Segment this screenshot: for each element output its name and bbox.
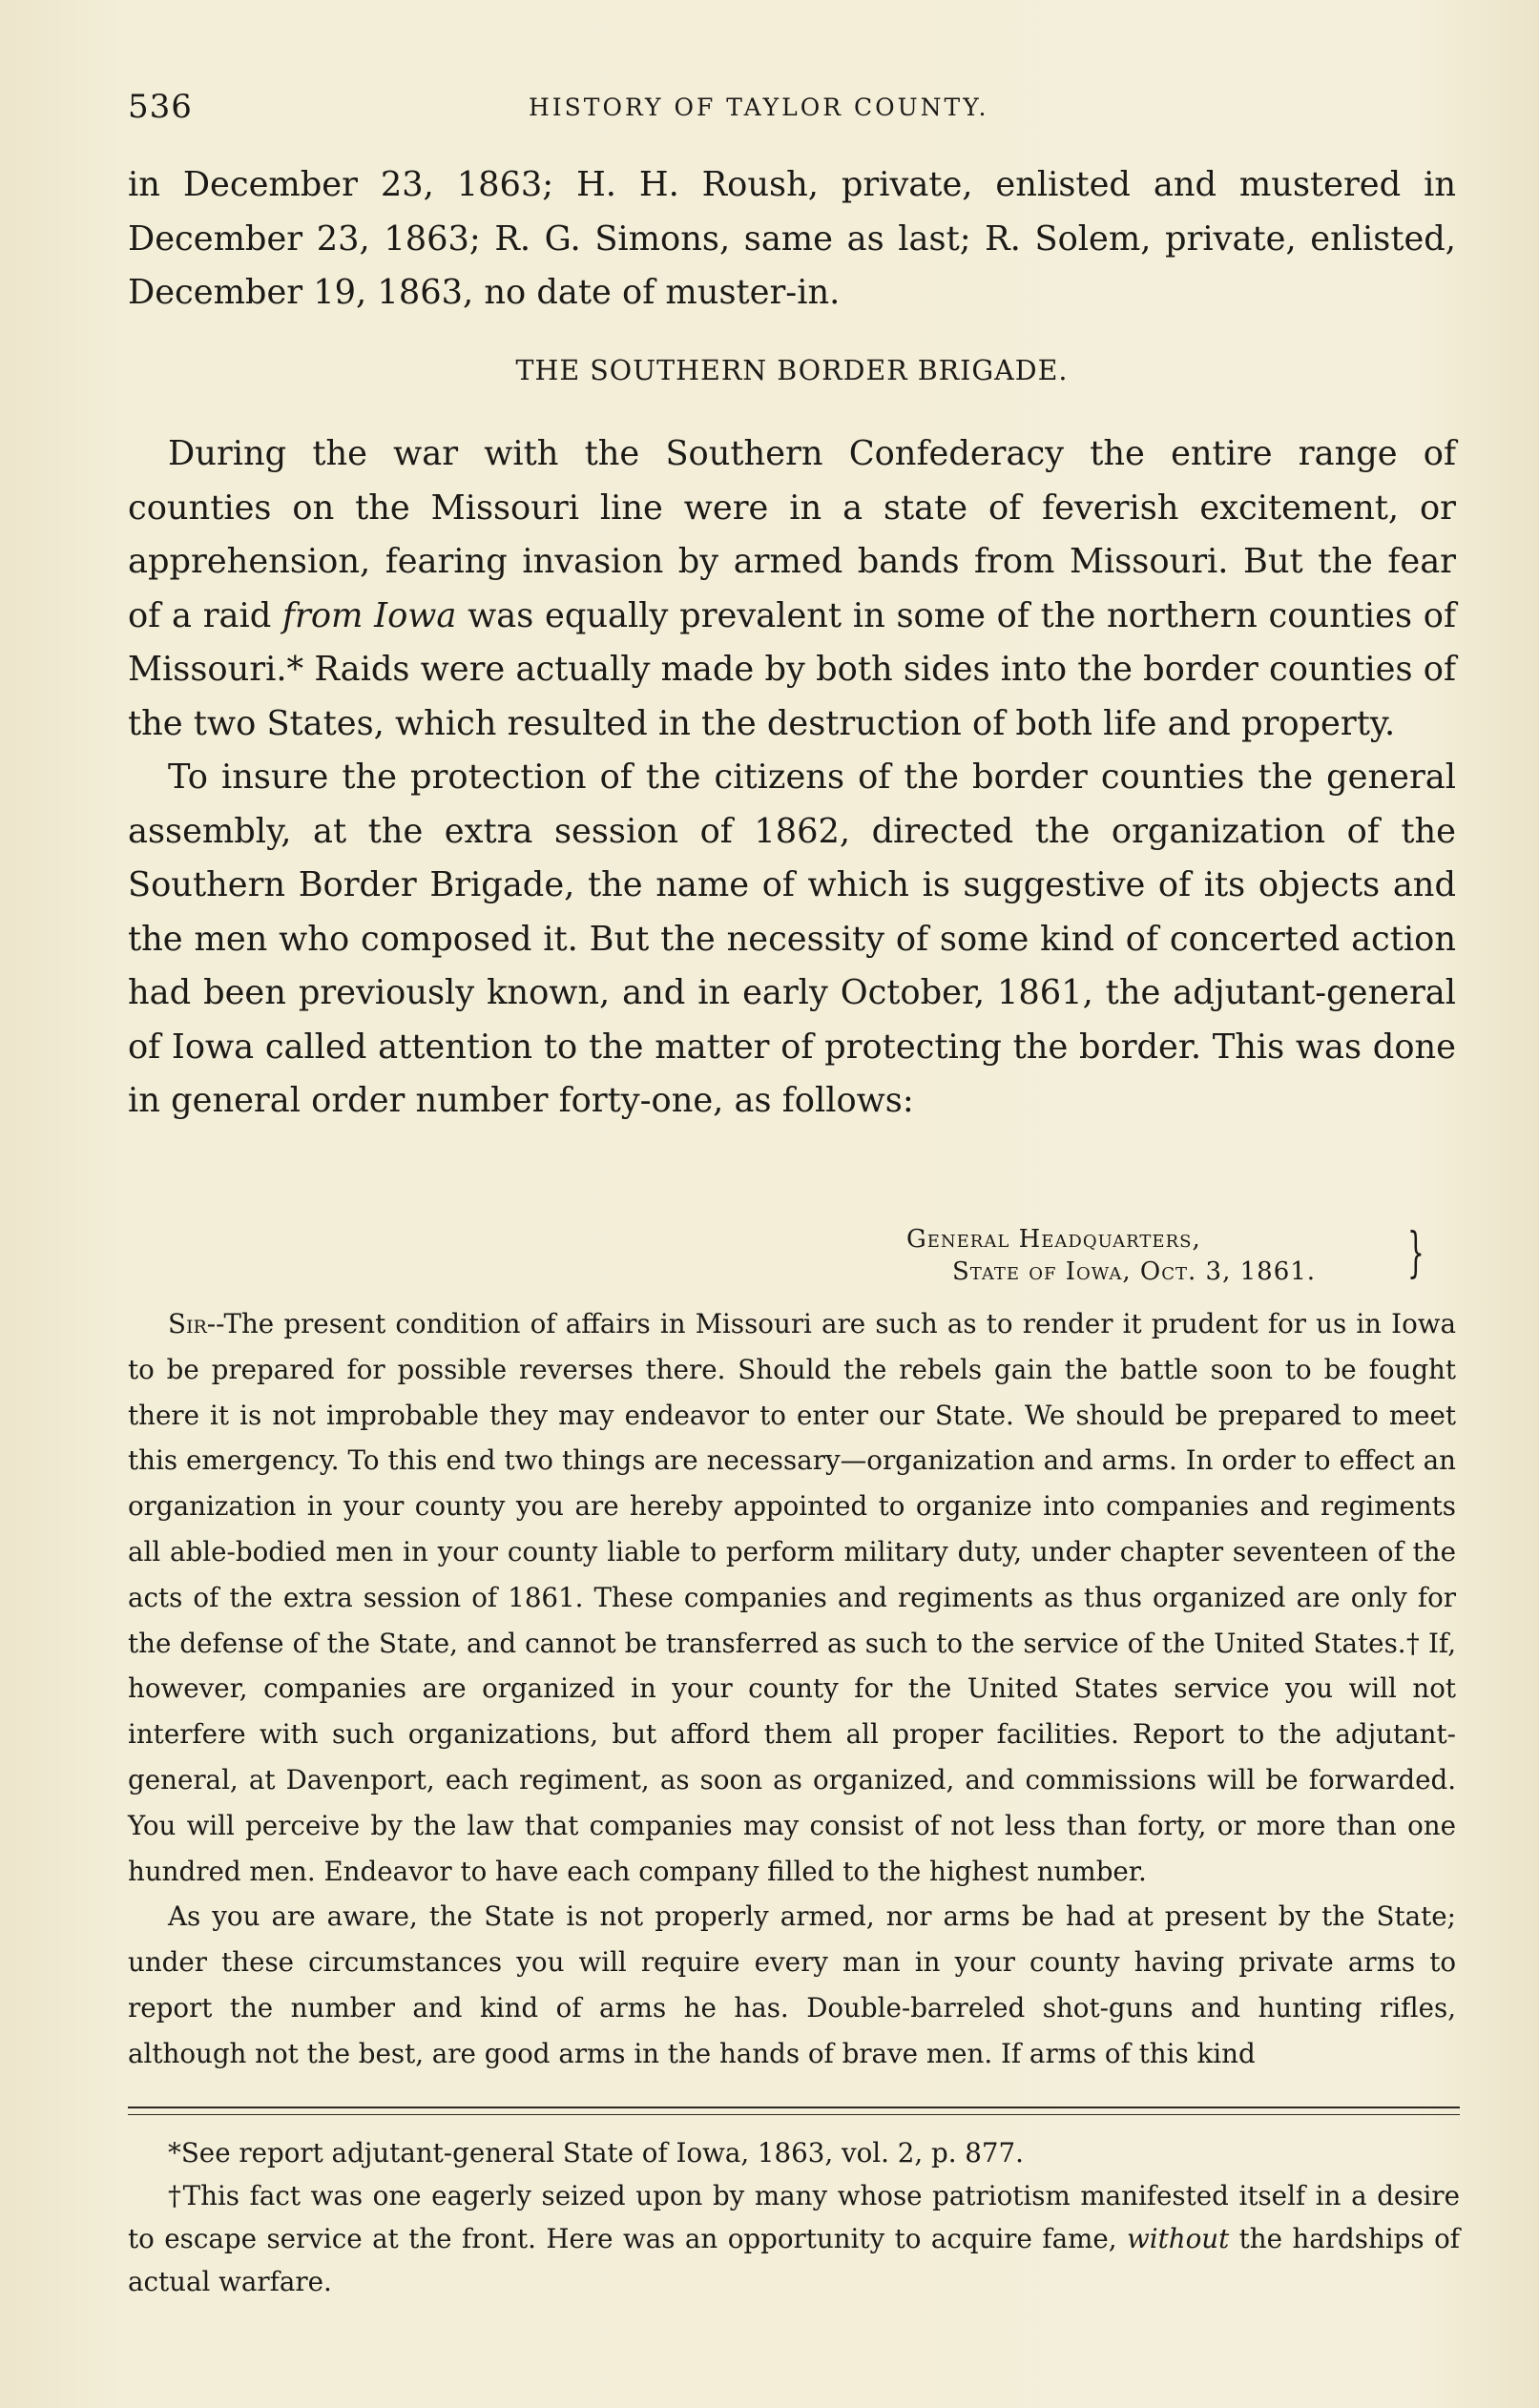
footnote-divider-thin bbox=[128, 2114, 1460, 2115]
running-title: HISTORY OF TAYLOR COUNTY. bbox=[529, 93, 989, 121]
letter-paragraph-1 bbox=[128, 1301, 1456, 1894]
brace-icon: } bbox=[1407, 1222, 1425, 1284]
intro-paragraph bbox=[128, 158, 1456, 321]
footnote-2-emphasis: without bbox=[1127, 2223, 1230, 2254]
intro-text: in December 23, 1863; H. H. Roush, private, enlisted and mustered in December 23, 1863; R. G. Simons, same as last; R. Solem, private, enlisted, December 19, 1863, no date of muster-in. bbox=[128, 165, 1456, 312]
letter-paragraph-1-text: --The present condition of affairs in Missouri are such as to render it prudent for us in Iowa to be prepared for possible reverses there. Should the rebels gain the battle soon to be fought there it is not improbable they may endeavor to enter our State. We should be prepared to meet this emergency. To this end two things are necessary—organization and arms. In order to effect an organization in your county you are hereby appointed to organize into companies and regiments all able-bodied men in your county liable to perform military duty, under chapter seventeen of the acts of the extra session of 1861. These companies and regiments as thus organized are only for the defense of the State, and cannot be transferred as such to the service of the United States.† If, however, companies are organized in your county for the United States service you will not interfere with such organizations, but afford them all proper facilities. Report to the adjutant-general, at Davenport, each regiment, as soon as organized, and commissions will be forwarded. You will perceive by the law that companies may consist of not less than forty, or more than one hundred men. Endeavor to have each company filled to the highest number. bbox=[128, 1308, 1456, 1887]
footnote-2-part-2: the hardships of actual warfare. bbox=[128, 2223, 1460, 2297]
dateline bbox=[906, 1222, 1425, 1288]
paragraph-1-part-2: was equally prevalent in some of the northern counties of Missouri.* Raids were actually made by both sides into the border counties of the two States, which resulted in the destruction of both life and property. bbox=[128, 595, 1457, 743]
paragraph-1-emphasis: from Iowa bbox=[282, 595, 457, 635]
paragraph-2: To insure the protection of the citizens of the border counties the general assembly, at the extra session of 1862, directed the organization of the Southern Border Brigade, the name of which is suggestive of its objects and the men who composed it. But the necessity of some kind of concerted action had been previously known, and in early October, 1861, the adjutant-general of Iowa called attention to the matter of protecting the border. This was done in general order number forty-one, as follows: bbox=[128, 758, 1456, 1120]
paragraph-1 bbox=[128, 427, 1456, 751]
footnote-divider bbox=[128, 2107, 1460, 2108]
running-head bbox=[128, 88, 1459, 126]
footnotes bbox=[128, 2131, 1460, 2303]
letter-salutation: Sir bbox=[168, 1308, 207, 1339]
body-text bbox=[128, 427, 1456, 1129]
letter-paragraph-2: As you are aware, the State is not properly armed, nor arms be had at present by the State; under these circumstances you will require every man in your county having private arms to report the number and kind of arms he has. Double-barreled shot-guns and hunting rifles, although not the best, are good arms in the hands of brave men. If arms of this kind bbox=[128, 1900, 1456, 2069]
footnote-2-part-1: †This fact was one eagerly seized upon by many whose patriotism manifested itself in a desire to escape service at the front. Here was an opportunity to acquire fame, bbox=[128, 2180, 1460, 2254]
footnote-1: *See report adjutant-general State of Iowa, 1863, vol. 2, p. 877. bbox=[168, 2137, 1024, 2169]
page-number: 536 bbox=[128, 88, 193, 126]
footnote-2 bbox=[128, 2174, 1460, 2303]
section-title: THE SOUTHERN BORDER BRIGADE. bbox=[515, 355, 1069, 386]
paragraph-1-part-1: During the war with the Southern Confederacy the entire range of counties on the Missouri line were in a state of feverish excitement, or apprehension, fearing invasion by armed bands from Missouri. But the fear of a raid bbox=[128, 434, 1456, 635]
letter-block bbox=[128, 1301, 1456, 2077]
dateline-line-2: State of Iowa, Oct. 3, 1861. bbox=[952, 1257, 1317, 1286]
dateline-line-1: General Headquarters, bbox=[906, 1225, 1201, 1254]
